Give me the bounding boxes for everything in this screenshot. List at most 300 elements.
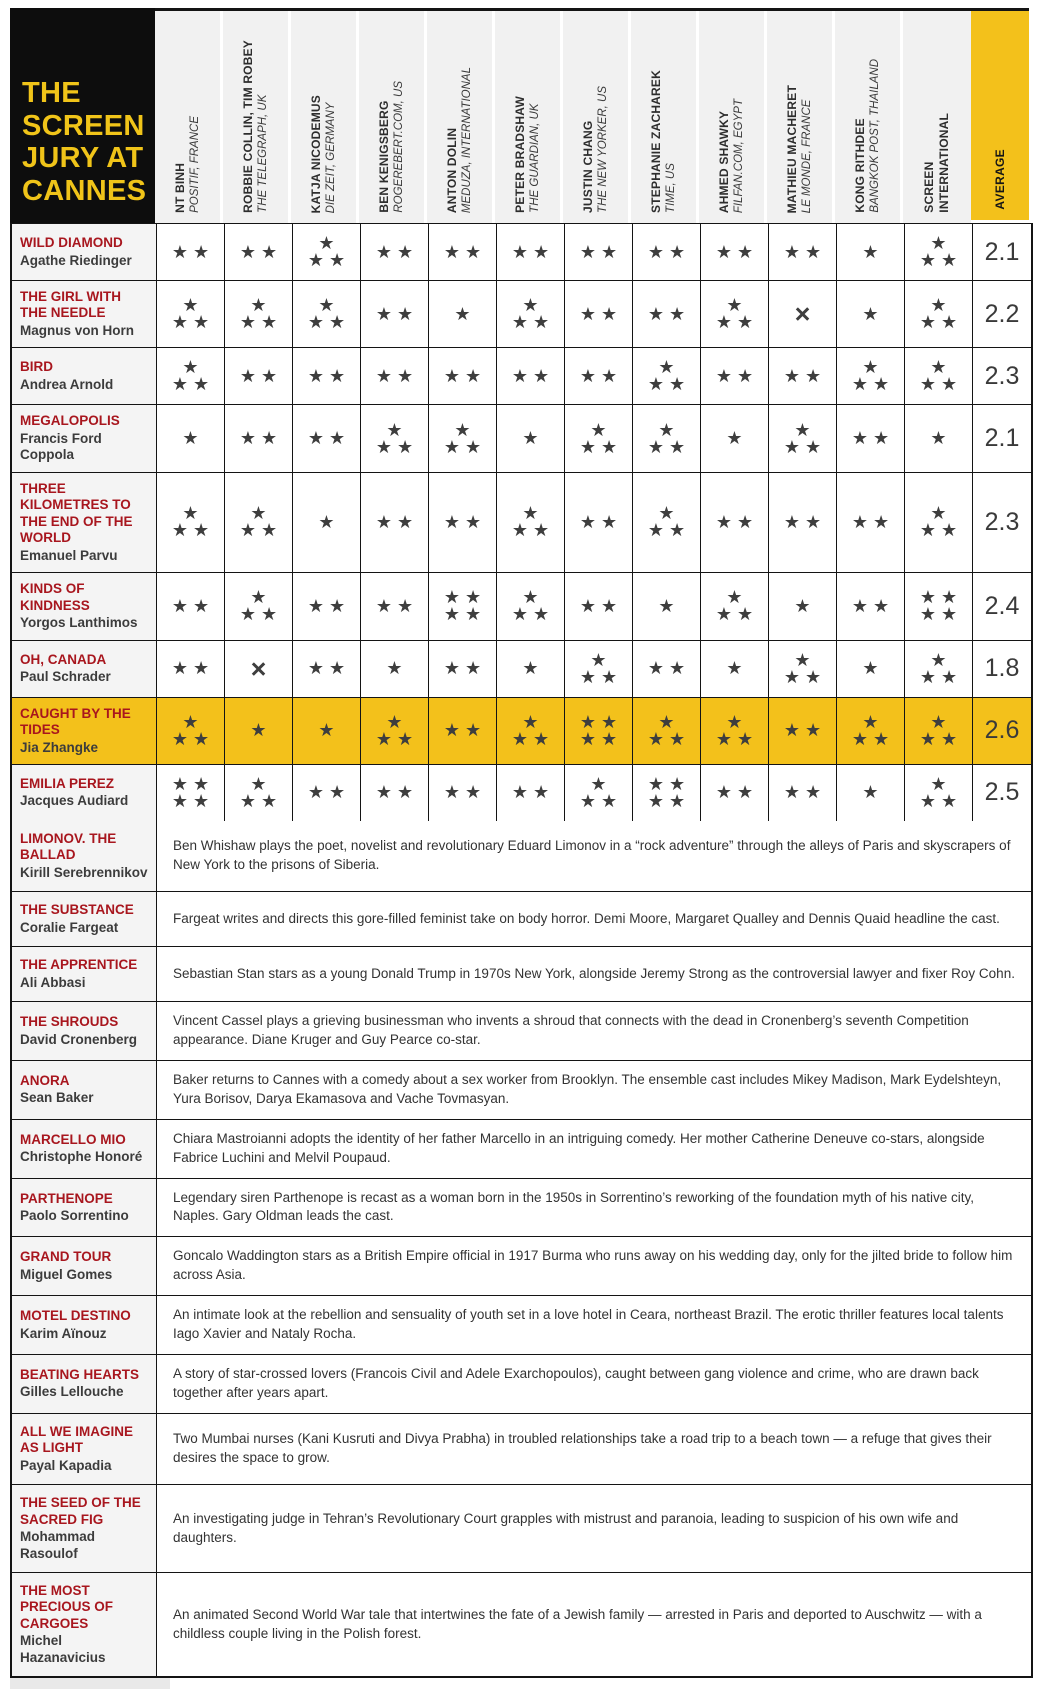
star-icon: ★ [239, 520, 256, 542]
star-line [851, 374, 890, 396]
critic-publication: THE NEW YORKER, US [596, 86, 609, 213]
star-icon: ★ [941, 312, 958, 334]
jury-table [10, 8, 1033, 1678]
film-description-text: Ben Whishaw plays the poet, novelist and revolutionary Eduard Limonov in a “rock adventure” through the alleys of Paris and skyscrapers of New York to the prisons of Siberia. [173, 838, 1011, 873]
rating-stars [497, 224, 565, 280]
star-icon: ★ [805, 666, 822, 688]
average-value: 2.1 [984, 237, 1020, 266]
rating-stars [905, 405, 973, 471]
rating-stars [225, 281, 293, 347]
star-icon: ★ [590, 649, 607, 671]
film-description-row [12, 1573, 1031, 1676]
star-icon: ★ [919, 666, 936, 688]
star-line [862, 782, 879, 804]
star-icon: ★ [941, 587, 958, 609]
star-line [647, 790, 686, 812]
star-line [919, 604, 958, 626]
star-line [443, 365, 482, 387]
star-line [930, 428, 947, 450]
star-icon: ★ [397, 782, 414, 804]
rating-stars [157, 224, 225, 280]
critic-header-rotated [377, 81, 407, 213]
star-icon: ★ [533, 728, 550, 750]
star-icon: ★ [579, 595, 596, 617]
film-title: THREE KILOMETRES TO THE END OF THE WORLD [20, 480, 133, 546]
star-icon: ★ [941, 790, 958, 812]
film-title: MARCELLO MIO [20, 1131, 126, 1147]
rating-stars [361, 765, 429, 821]
star-line [443, 241, 482, 263]
star-icon: ★ [919, 520, 936, 542]
film-title: ALL WE IMAGINE AS LIGHT [20, 1423, 133, 1456]
critic-name: INTERNATIONAL [937, 113, 951, 213]
critic-header-cell [291, 11, 359, 223]
average-value: 2.6 [984, 716, 1020, 745]
star-icon: ★ [386, 419, 403, 441]
star-line [318, 720, 335, 742]
star-line [239, 520, 278, 542]
star-icon: ★ [182, 503, 199, 525]
star-line [239, 428, 278, 450]
rating-stars [837, 405, 905, 471]
film-director: Agathe Riedinger [20, 252, 132, 268]
critic-header-rotated [649, 70, 679, 213]
star-icon: ★ [533, 241, 550, 263]
rating-stars [157, 281, 225, 347]
star-line [783, 241, 822, 263]
critic-publication: MEDUZA, INTERNATIONAL [460, 66, 473, 213]
star-icon: ★ [522, 587, 539, 609]
rating-stars [837, 473, 905, 572]
star-icon: ★ [647, 728, 664, 750]
star-icon: ★ [726, 658, 743, 680]
star-line [511, 312, 550, 334]
film-title: BIRD [20, 359, 53, 375]
star-line [726, 658, 743, 680]
star-icon: ★ [590, 773, 607, 795]
star-icon: ★ [658, 419, 675, 441]
star-line [862, 241, 879, 263]
star-line [579, 728, 618, 750]
critic-header-cell [495, 11, 563, 223]
rating-stars [837, 348, 905, 404]
rating-stars [225, 573, 293, 639]
critic-publication: ROGEREBERT.COM, US [392, 81, 405, 213]
star-icon: ★ [805, 511, 822, 533]
film-title: THE SHROUDS [20, 1014, 119, 1030]
star-line [511, 241, 550, 263]
film-label-cell [12, 473, 157, 572]
star-icon: ★ [465, 720, 482, 742]
film-description-row [12, 1355, 1031, 1414]
star-icon: ★ [329, 658, 346, 680]
star-icon: ★ [386, 658, 403, 680]
rating-stars [293, 348, 361, 404]
critic-name: NT BINH [172, 162, 187, 213]
film-description-text: Fargeat writes and directs this gore-filled feminist take on body horror. Demi Moore, Margaret Qualley and Dennis Quaid headline the cast. [173, 910, 1000, 926]
film-label-cell [12, 1061, 157, 1119]
critic-publication: FILFAN.COM, EGYPT [732, 98, 745, 213]
star-icon: ★ [329, 428, 346, 450]
star-icon: ★ [647, 303, 664, 325]
star-icon: ★ [329, 595, 346, 617]
star-icon: ★ [193, 520, 210, 542]
star-icon: ★ [533, 312, 550, 334]
star-icon: ★ [193, 658, 210, 680]
star-icon: ★ [715, 728, 732, 750]
star-icon: ★ [919, 250, 936, 271]
film-description-text: An intimate look at the rebellion and sensuality of youth set in a love hotel in Ceara, northeast Brazil. The erotic thriller features local talents Iago Xavier and Nataly Rocha. [173, 1307, 1004, 1342]
rating-stars [361, 473, 429, 572]
star-line [171, 728, 210, 750]
star-icon: ★ [805, 782, 822, 804]
rating-stars [769, 698, 837, 764]
critic-header-rotated [173, 116, 203, 213]
rating-stars [497, 698, 565, 764]
average-header-rotated [993, 149, 1007, 210]
rating-stars [225, 405, 293, 471]
star-icon: ★ [193, 728, 210, 750]
star-icon: ★ [375, 436, 392, 458]
critic-name: SCREEN [922, 161, 936, 213]
star-icon: ★ [250, 773, 267, 795]
film-title: EMILIA PEREZ [20, 776, 115, 791]
rating-stars [837, 281, 905, 347]
star-icon: ★ [193, 790, 210, 812]
film-director: David Cronenberg [20, 1031, 138, 1047]
star-icon: ★ [397, 436, 414, 458]
rating-stars [361, 348, 429, 404]
star-icon: ★ [783, 782, 800, 804]
star-line [647, 520, 686, 542]
rating-stars [157, 765, 225, 821]
star-icon: ★ [669, 790, 686, 812]
star-icon: ★ [318, 511, 335, 533]
star-line [715, 511, 754, 533]
star-line [239, 604, 278, 626]
film-title: CAUGHT BY THE TIDES [20, 705, 131, 738]
critic-header-rotated [445, 67, 475, 213]
star-icon: ★ [862, 658, 879, 680]
rating-stars [633, 281, 701, 347]
film-director: Coralie Fargeat [20, 919, 119, 935]
star-icon: ★ [375, 241, 392, 263]
cross-icon: × [250, 653, 267, 684]
star-icon: ★ [522, 503, 539, 525]
rating-stars [293, 698, 361, 764]
star-icon: ★ [239, 241, 256, 263]
star-icon: ★ [726, 428, 743, 450]
star-line [579, 595, 618, 617]
star-icon: ★ [919, 604, 936, 626]
rating-stars [837, 698, 905, 764]
rating-stars [293, 573, 361, 639]
film-title: MOTEL DESTINO [20, 1308, 131, 1324]
star-icon: ★ [182, 357, 199, 379]
rating-stars [361, 698, 429, 764]
rating-stars [361, 281, 429, 347]
film-director: Michel Hazanavicius [20, 1633, 106, 1665]
star-line [579, 436, 618, 458]
film-title: THE APPRENTICE [20, 957, 138, 973]
film-director: Jia Zhangke [20, 739, 99, 755]
critic-publication: LE MONDE, FRANCE [800, 99, 813, 213]
critic-header-rotated [241, 40, 271, 213]
rating-stars [497, 573, 565, 639]
star-icon: ★ [669, 241, 686, 263]
rating-stars [701, 698, 769, 764]
star-line [375, 436, 414, 458]
rating-stars [225, 473, 293, 572]
star-line [239, 365, 278, 387]
star-line [794, 595, 811, 617]
critic-header-cell [767, 11, 835, 223]
star-icon: ★ [737, 365, 754, 387]
critic-header-cell [427, 11, 495, 223]
film-description [157, 1573, 1031, 1676]
film-description [157, 947, 1031, 1001]
star-icon: ★ [375, 303, 392, 325]
rating-stars [701, 348, 769, 404]
star-icon: ★ [443, 511, 460, 533]
star-line [307, 428, 346, 450]
star-line [647, 303, 686, 325]
star-icon: ★ [647, 658, 664, 680]
star-icon: ★ [171, 658, 188, 680]
film-rating-row [12, 573, 1031, 640]
rating-stars [497, 641, 565, 697]
star-icon: ★ [647, 520, 664, 542]
star-icon: ★ [715, 511, 732, 533]
star-icon: ★ [329, 782, 346, 804]
critic-header-cell [631, 11, 699, 223]
star-line [715, 728, 754, 750]
star-icon: ★ [941, 604, 958, 626]
rating-stars [225, 765, 293, 821]
star-icon: ★ [715, 365, 732, 387]
film-rating-row [12, 405, 1031, 472]
star-icon: ★ [171, 773, 188, 795]
film-director: Andrea Arnold [20, 376, 114, 392]
rating-stars [633, 765, 701, 821]
star-icon: ★ [737, 312, 754, 334]
rating-stars [701, 281, 769, 347]
rating-stars [293, 473, 361, 572]
critic-name: BEN KENIGSBERG [376, 100, 391, 213]
star-icon: ★ [919, 587, 936, 609]
star-icon: ★ [669, 773, 686, 795]
star-icon: ★ [307, 658, 324, 680]
star-icon: ★ [239, 790, 256, 812]
film-rating-row [12, 224, 1031, 281]
rating-stars [497, 473, 565, 572]
star-icon: ★ [930, 711, 947, 733]
average-cell [973, 641, 1031, 697]
star-icon: ★ [715, 604, 732, 626]
star-line [171, 595, 210, 617]
star-line [862, 658, 879, 680]
film-description-text: Legendary siren Parthenope is recast as a woman born in the 1950s in Sorrentino’s reworking of the foundation myth of his native city, Naples. Gary Oldman leads the cast. [173, 1189, 974, 1224]
critic-header-cell [699, 11, 767, 223]
average-cell [973, 348, 1031, 404]
star-icon: ★ [579, 666, 596, 688]
film-rating-row [12, 698, 1031, 765]
cutoff-row-stub [10, 1678, 170, 1689]
star-line [171, 520, 210, 542]
star-icon: ★ [715, 312, 732, 334]
rating-stars [905, 698, 973, 764]
critic-publication: POSITIF, FRANCE [188, 116, 201, 213]
jury-title-block [10, 8, 155, 223]
star-icon: ★ [737, 728, 754, 750]
rating-stars [633, 348, 701, 404]
film-director: Paul Schrader [20, 669, 111, 685]
star-icon: ★ [522, 428, 539, 450]
star-line [307, 365, 346, 387]
star-icon: ★ [794, 649, 811, 671]
star-icon: ★ [261, 604, 278, 626]
average-cell [973, 405, 1031, 471]
jury-title-line: JURY AT [22, 142, 144, 175]
film-title: ANORA [20, 1072, 70, 1088]
rating-stars [701, 473, 769, 572]
star-icon: ★ [601, 511, 618, 533]
star-icon: ★ [250, 720, 267, 742]
star-line [715, 604, 754, 626]
star-line [919, 374, 958, 396]
film-label-cell [12, 765, 157, 821]
rating-stars [429, 698, 497, 764]
film-title: MEGALOPOLIS [20, 413, 120, 429]
star-icon: ★ [862, 303, 879, 325]
star-icon: ★ [851, 374, 868, 396]
star-icon: ★ [443, 720, 460, 742]
star-icon: ★ [805, 365, 822, 387]
rating-stars [225, 698, 293, 764]
star-line [579, 241, 618, 263]
film-description-row [12, 1120, 1031, 1179]
star-icon: ★ [465, 241, 482, 263]
star-icon: ★ [239, 604, 256, 626]
rating-stars [769, 224, 837, 280]
rating-stars [565, 698, 633, 764]
star-icon: ★ [171, 312, 188, 334]
star-icon: ★ [930, 357, 947, 379]
star-icon: ★ [307, 428, 324, 450]
rating-stars [633, 473, 701, 572]
star-icon: ★ [443, 604, 460, 626]
star-icon: ★ [601, 728, 618, 750]
star-icon: ★ [726, 711, 743, 733]
film-rating-row [12, 473, 1031, 573]
star-icon: ★ [375, 511, 392, 533]
star-icon: ★ [511, 312, 528, 334]
average-cell [973, 573, 1031, 639]
star-icon: ★ [465, 365, 482, 387]
critic-header-rotated [717, 99, 747, 213]
star-line [579, 511, 618, 533]
star-icon: ★ [941, 666, 958, 688]
star-line [171, 312, 210, 334]
film-description-text: Vincent Cassel plays a grieving businessman who invents a shroud that connects with the dead in Cronenberg’s seventh Competition appearance. Diane Kruger and Guy Pearce co-star. [173, 1013, 969, 1048]
star-icon: ★ [307, 250, 324, 271]
star-icon: ★ [533, 604, 550, 626]
star-line [375, 365, 414, 387]
star-line [375, 303, 414, 325]
star-icon: ★ [250, 503, 267, 525]
star-icon: ★ [737, 604, 754, 626]
rating-stars [361, 224, 429, 280]
star-line [443, 436, 482, 458]
star-icon: ★ [647, 773, 664, 795]
film-director: Kirill Serebrennikov [20, 864, 148, 880]
star-icon: ★ [261, 365, 278, 387]
film-description [157, 1061, 1031, 1119]
star-line [443, 720, 482, 742]
star-icon: ★ [715, 782, 732, 804]
film-title: WILD DIAMOND [20, 235, 123, 251]
star-icon: ★ [511, 782, 528, 804]
star-icon: ★ [862, 241, 879, 263]
rating-stars [225, 348, 293, 404]
star-line [726, 428, 743, 450]
star-icon: ★ [465, 658, 482, 680]
average-cell [973, 698, 1031, 764]
star-icon: ★ [307, 365, 324, 387]
star-icon: ★ [647, 790, 664, 812]
film-description-text: Sebastian Stan stars as a young Donald Trump in 1970s New York, alongside Jeremy Strong as the controversial lawyer and fixer Roy Cohn. [173, 965, 1015, 981]
rating-stars [769, 765, 837, 821]
star-icon: ★ [579, 365, 596, 387]
critic-name: ROBBIE COLLIN, TIM ROBEY [240, 40, 255, 213]
rating-stars [497, 405, 565, 471]
star-line [715, 241, 754, 263]
film-description-text: Baker returns to Cannes with a comedy about a sex worker from Brooklyn. The ensemble cast includes Mikey Madison, Mark Eydelshteyn, Yura Borisov, Darya Ekamasova and Vache Tovmasyan. [173, 1072, 1002, 1106]
star-line [783, 720, 822, 742]
rating-stars [429, 224, 497, 280]
star-icon: ★ [919, 790, 936, 812]
star-line [590, 649, 607, 671]
film-label-cell [12, 1237, 157, 1295]
table-header-row [10, 8, 1033, 223]
rating-stars [565, 405, 633, 471]
critic-header-rotated [513, 96, 543, 213]
star-icon: ★ [805, 720, 822, 742]
star-icon: ★ [601, 711, 618, 733]
rating-stars [565, 224, 633, 280]
critic-publication: BANGKOK POST, THAILAND [868, 59, 881, 213]
critic-name: KATJA NICODEMUS [308, 94, 323, 213]
film-director: Payal Kapadia [20, 1457, 112, 1473]
star-icon: ★ [669, 728, 686, 750]
star-icon: ★ [239, 312, 256, 334]
star-icon: ★ [601, 241, 618, 263]
film-label-cell [12, 821, 157, 891]
cross-icon: × [794, 299, 811, 330]
star-icon: ★ [171, 241, 188, 263]
rating-stars [633, 224, 701, 280]
star-line [375, 511, 414, 533]
star-line [308, 252, 345, 269]
star-icon: ★ [783, 241, 800, 263]
star-line [375, 595, 414, 617]
star-icon: ★ [794, 595, 811, 617]
rating-stars [225, 641, 293, 697]
star-icon: ★ [261, 428, 278, 450]
star-line [443, 658, 482, 680]
film-director: Miguel Gomes [20, 1266, 113, 1282]
film-description-row [12, 1061, 1031, 1120]
